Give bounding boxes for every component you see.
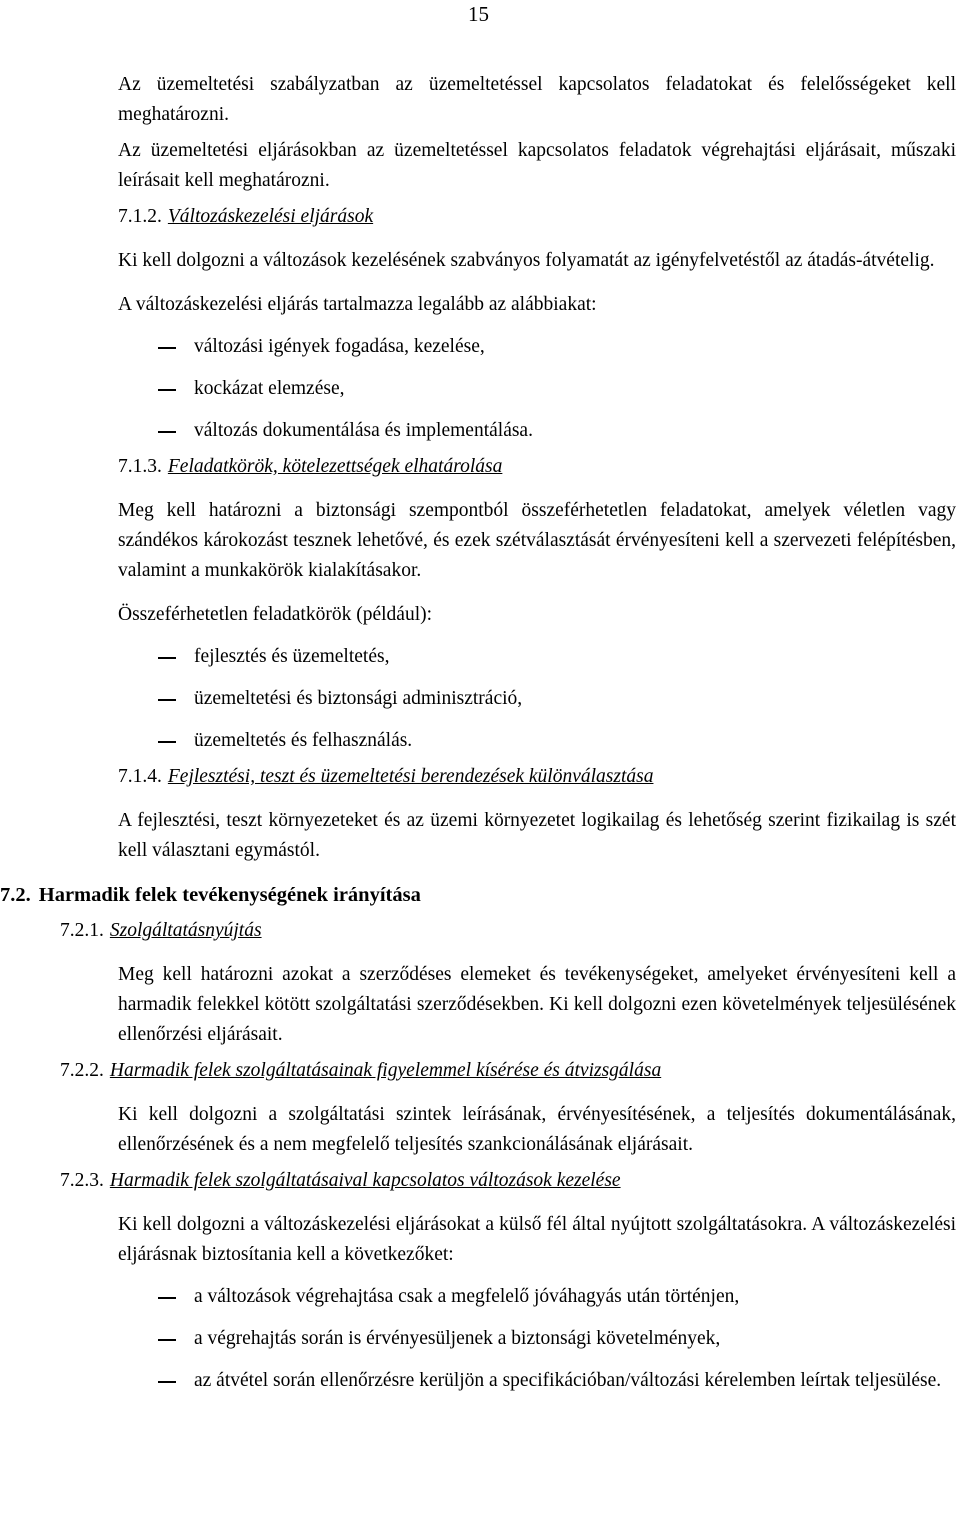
section-title: Feladatkörök, kötelezettségek elhatárolása bbox=[167, 456, 503, 477]
section-title: Fejlesztési, teszt és üzemeltetési berendezések különválasztása bbox=[167, 766, 654, 787]
section-number: 7.2.3. bbox=[60, 1170, 104, 1191]
paragraph: Ki kell dolgozni a szolgáltatási szintek leírásának, érvényesítésének, a teljesítés dokumentálásának, ellenőrzésének és a nem megfelelő teljesítés szankcionálásának eljárásait. bbox=[118, 1104, 956, 1155]
section-heading-7-1-2 bbox=[118, 202, 956, 232]
paragraph: Meg kell határozni a biztonsági szempontból összeférhetetlen feladatokat, amelyek véletlen vagy szándékos károkozást tesznek lehetővé, és ezek szétválasztását érvényesíteni kell a szervezeti felépítésben, valamint a munkakörök kialakításakor. bbox=[118, 500, 956, 581]
dash-list bbox=[118, 1282, 956, 1396]
paragraph: Az üzemeltetési szabályzatban az üzemeltetéssel kapcsolatos feladatokat és felelősségeket kell meghatározni. bbox=[118, 74, 956, 125]
dash-bullet-icon bbox=[158, 1381, 176, 1383]
chapter-heading-7-2 bbox=[0, 880, 956, 910]
section-heading-7-1-4 bbox=[118, 762, 956, 792]
dash-bullet-icon bbox=[158, 1339, 176, 1341]
dash-list bbox=[118, 332, 956, 446]
dash-bullet-icon bbox=[158, 431, 176, 433]
list-item: az átvétel során ellenőrzésre kerüljön a specifikációban/változási kérelemben leírtak teljesülése. bbox=[118, 1366, 956, 1396]
paragraph: Az üzemeltetési eljárásokban az üzemeltetéssel kapcsolatos feladatok végrehajtási eljárásait, műszaki leírásait kell meghatározni. bbox=[118, 140, 956, 191]
dash-bullet-icon bbox=[158, 389, 176, 391]
paragraph: A fejlesztési, teszt környezeteket és az üzemi környezetet logikailag és lehetőség szerint fizikailag is szét kell választani egymástól. bbox=[118, 810, 956, 861]
list-item: változási igények fogadása, kezelése, bbox=[118, 332, 956, 362]
section-title: Szolgáltatásnyújtás bbox=[109, 920, 262, 941]
section-title: Harmadik felek tevékenységének irányítása bbox=[38, 884, 421, 906]
paragraph: A változáskezelési eljárás tartalmazza legalább az alábbiakat: bbox=[118, 294, 597, 315]
section-title: Harmadik felek szolgáltatásainak figyelemmel kísérése és átvizsgálása bbox=[109, 1060, 662, 1081]
paragraph: Összeférhetetlen feladatkörök (például): bbox=[118, 604, 433, 625]
list-item: fejlesztés és üzemeltetés, bbox=[118, 642, 956, 672]
dash-bullet-icon bbox=[158, 1297, 176, 1299]
section-title: Harmadik felek szolgáltatásaival kapcsolatos változások kezelése bbox=[109, 1170, 621, 1191]
list-item: üzemeltetési és biztonsági adminisztráció, bbox=[118, 684, 956, 714]
section-number: 7.2.2. bbox=[60, 1060, 104, 1081]
dash-bullet-icon bbox=[158, 347, 176, 349]
dash-bullet-icon bbox=[158, 741, 176, 743]
section-number: 7.1.2. bbox=[118, 206, 162, 227]
section-title: Változáskezelési eljárások bbox=[167, 206, 374, 227]
paragraph: Ki kell dolgozni a változáskezelési eljárásokat a külső fél által nyújtott szolgáltatásokra. A változáskezelési eljárásnak biztosítania kell a következőket: bbox=[118, 1214, 956, 1265]
page-number: 15 bbox=[468, 2, 489, 26]
section-heading-7-2-3 bbox=[60, 1166, 956, 1196]
list-item: változás dokumentálása és implementálása. bbox=[118, 416, 956, 446]
section-number: 7.1.3. bbox=[118, 456, 162, 477]
section-number: 7.2. bbox=[0, 884, 31, 906]
section-number: 7.2.1. bbox=[60, 920, 104, 941]
list-item: üzemeltetés és felhasználás. bbox=[118, 726, 956, 756]
document-body bbox=[0, 70, 956, 1396]
paragraph: Ki kell dolgozni a változások kezelésének szabványos folyamatát az igényfelvetéstől az átadás-átvételig. bbox=[118, 250, 935, 271]
section-heading-7-1-3 bbox=[118, 452, 956, 482]
section-heading-7-2-2 bbox=[60, 1056, 956, 1086]
list-item: a változások végrehajtása csak a megfelelő jóváhagyás után történjen, bbox=[118, 1282, 956, 1312]
section-number: 7.1.4. bbox=[118, 766, 162, 787]
dash-bullet-icon bbox=[158, 699, 176, 701]
dash-bullet-icon bbox=[158, 657, 176, 659]
dash-list bbox=[118, 642, 956, 756]
list-item: kockázat elemzése, bbox=[118, 374, 956, 404]
paragraph: Meg kell határozni azokat a szerződéses elemeket és tevékenységeket, amelyeket érvényesíteni kell a harmadik felekkel kötött szolgáltatási szerződésekben. Ki kell dolgozni ezen követelmények teljesülésének ellenőrzési eljárásait. bbox=[118, 964, 956, 1045]
section-heading-7-2-1 bbox=[60, 916, 956, 946]
list-item: a végrehajtás során is érvényesüljenek a biztonsági követelmények, bbox=[118, 1324, 956, 1354]
